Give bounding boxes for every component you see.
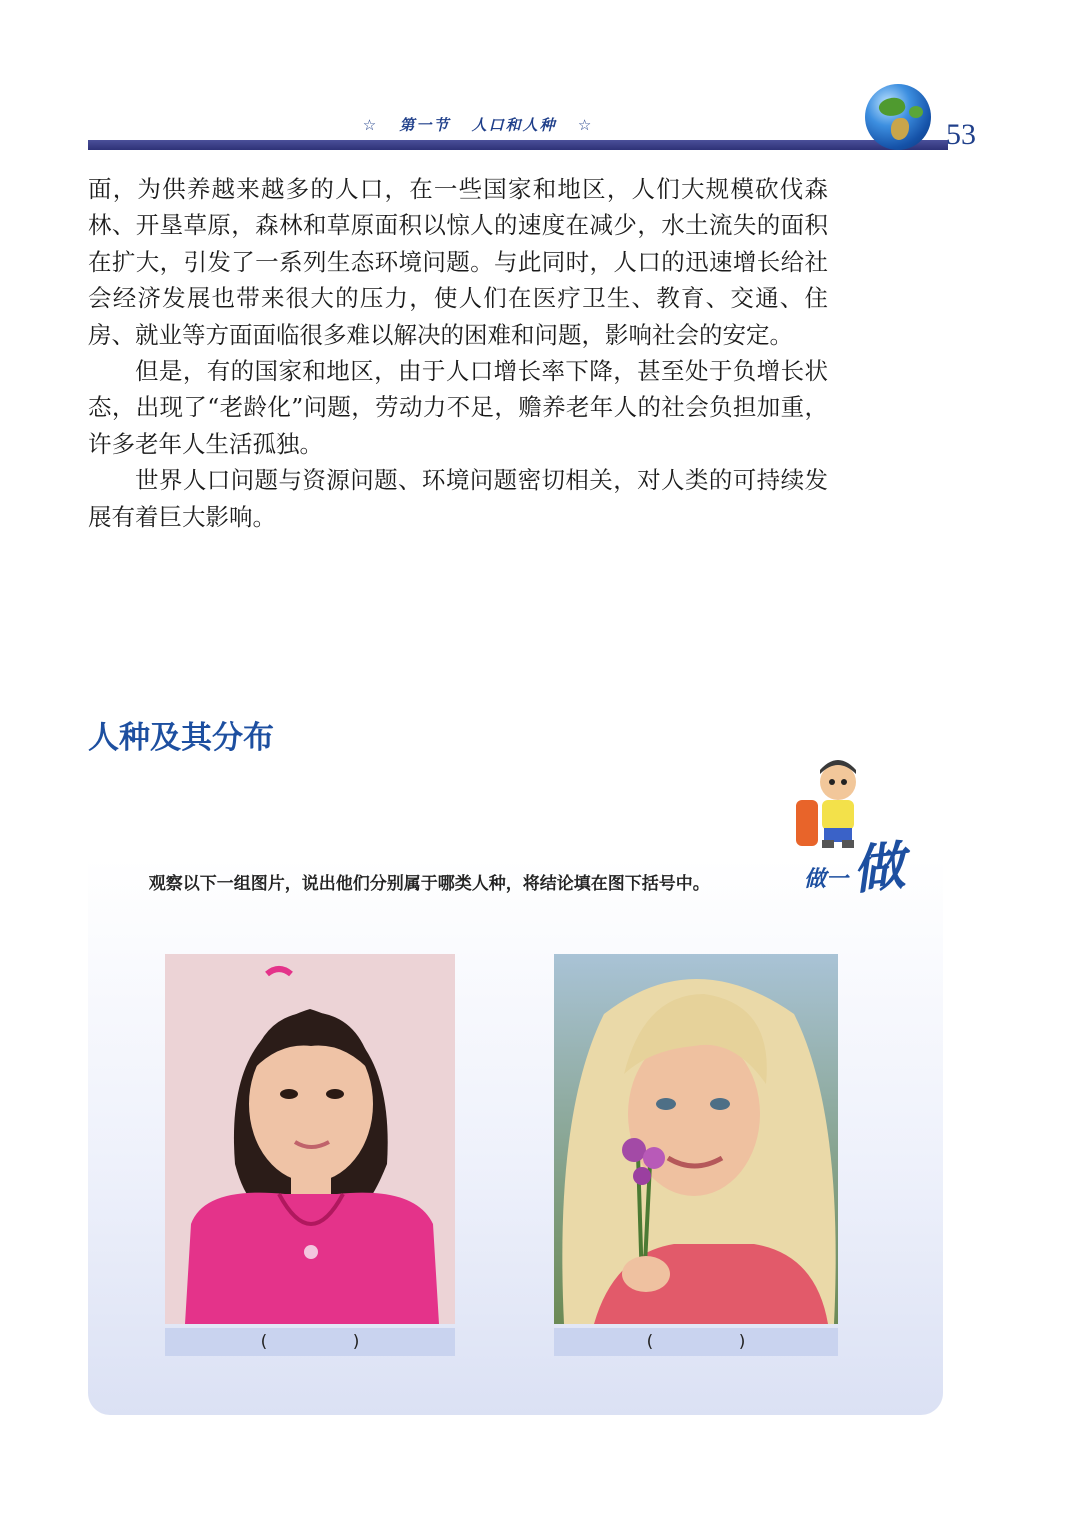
paragraph-1: 面，为供养越来越多的人口，在一些国家和地区，人们大规模砍伐森林、开垦草原，森林和草原面积以惊人的速度在减少，水土流失的面积在扩大，引发了一系列生态环境问题。与此同时，人口的迅速增长给社会经济发展也带来很大的压力，使人们在医疗卫生、教育、交通、住房、就业等方面面临很多难以解决的困难和问题，影响社会的安定。: [88, 175, 828, 349]
page-header: [88, 110, 948, 154]
globe-icon: [865, 84, 931, 150]
body-text: [88, 171, 828, 535]
activity-instruction: 观察以下一组图片，说出他们分别属于哪类人种，将结论填在图下括号中。: [148, 874, 710, 894]
photo-card-1: [165, 954, 455, 1356]
section-header-title: ☆ 第一节 人口和人种 ☆: [362, 116, 594, 134]
photo-girl-pink-shirt: [165, 954, 455, 1324]
header-rule: [88, 140, 948, 150]
activity-label-big: 做: [849, 836, 908, 902]
photo-caption-2: ( ): [554, 1328, 838, 1356]
photo-card-2: [554, 954, 838, 1356]
activity-label-small: 做一: [804, 867, 849, 892]
paragraph-2: 但是，有的国家和地区，由于人口增长率下降，甚至处于负增长状态，出现了“老龄化”问题，劳动力不足，赡养老年人的社会负担加重，许多老年人生活孤独。: [88, 357, 828, 458]
photo-girl-blonde-flowers: [554, 954, 838, 1324]
paragraph-3: 世界人口问题与资源问题、环境问题密切相关，对人类的可持续发展有着巨大影响。: [88, 466, 828, 531]
page-number: 53: [946, 118, 976, 151]
photo-caption-1: ( ): [165, 1328, 455, 1356]
section-title: 人种及其分布: [88, 720, 274, 756]
activity-label: [804, 826, 908, 902]
